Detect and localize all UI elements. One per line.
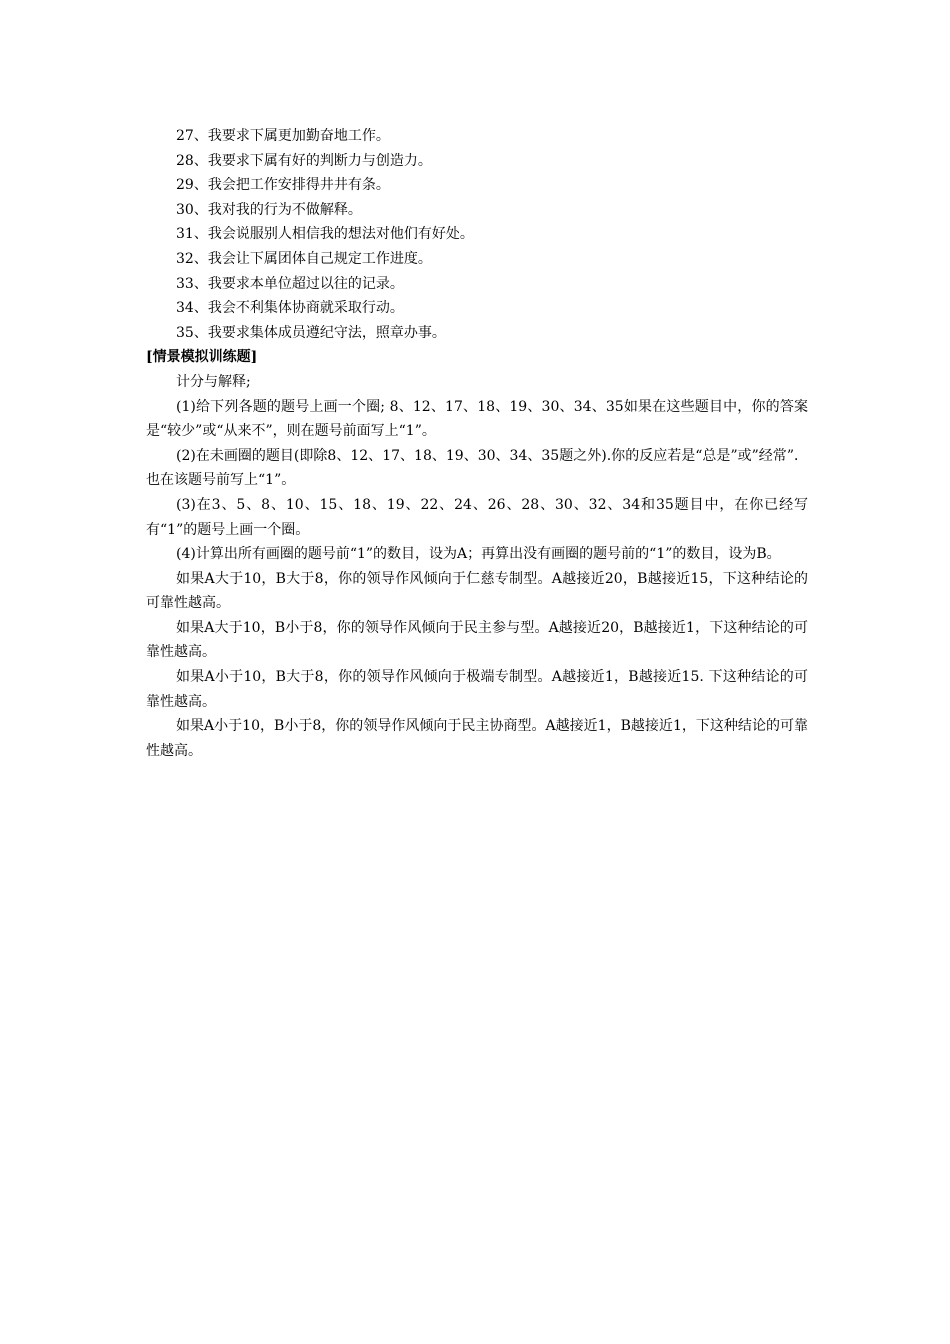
document-body: [146, 124, 808, 763]
paragraph: 如果A大于10，B大于8，你的领导作风倾向于仁慈专制型。A越接近20，B越接近15，下这种结论的可靠性越高。: [146, 570, 808, 612]
list-item: 29、我会把工作安排得井井有条。: [176, 177, 390, 194]
list-item: 30、我对我的行为不做解释。: [176, 201, 362, 218]
scoring-title: 计分与解释;: [176, 373, 251, 390]
list-item: 31、我会说服别人相信我的想法对他们有好处。: [176, 226, 474, 243]
section-heading: [情景模拟训练题]: [146, 349, 258, 366]
paragraph: (3)在3、5、8、10、15、18、19、22、24、26、28、30、32、34和35题目中，在你已经写有“1”的题号上画一个圈。: [146, 496, 808, 538]
list-item: 28、我要求下属有好的判断力与创造力。: [176, 152, 432, 169]
paragraph: 如果A小于10，B大于8，你的领导作风倾向于极端专制型。A越接近1，B越接近15. 下这种结论的可靠性越高。: [146, 669, 808, 710]
paragraph: (1)给下列各题的题号上画一个圈; 8、12、17、18、19、30、34、35如果在这些题目中，你的答案是“较少”或“从来不”，则在题号前面写上“1”。: [146, 398, 808, 440]
list-item: 34、我会不利集体协商就采取行动。: [176, 300, 404, 317]
list-item: 33、我要求本单位超过以往的记录。: [176, 275, 404, 292]
paragraph: 如果A小于10，B小于8，你的领导作风倾向于民主协商型。A越接近1，B越接近1，下这种结论的可靠性越高。: [146, 718, 808, 759]
list-item: 27、我要求下属更加勤奋地工作。: [176, 128, 390, 144]
paragraph: (2)在未画圈的题目(即除8、12、17、18、19、30、34、35题之外).你的反应若是“总是”或”经常”．也在该题号前写上“1”。: [146, 447, 808, 489]
paragraph: 如果A大于10，B小于8，你的领导作风倾向于民主参与型。A越接近20，B越接近1，下这种结论的可靠性越高。: [146, 619, 808, 661]
list-item: 35、我要求集体成员遵纪守法，照章办事。: [176, 324, 446, 341]
paragraph: (4)计算出所有画圈的题号前“1”的数目，设为A；再算出没有画圈的题号前的“1”的数目，设为B。: [176, 546, 781, 563]
list-item: 32、我会让下属团体自己规定工作进度。: [176, 250, 432, 267]
